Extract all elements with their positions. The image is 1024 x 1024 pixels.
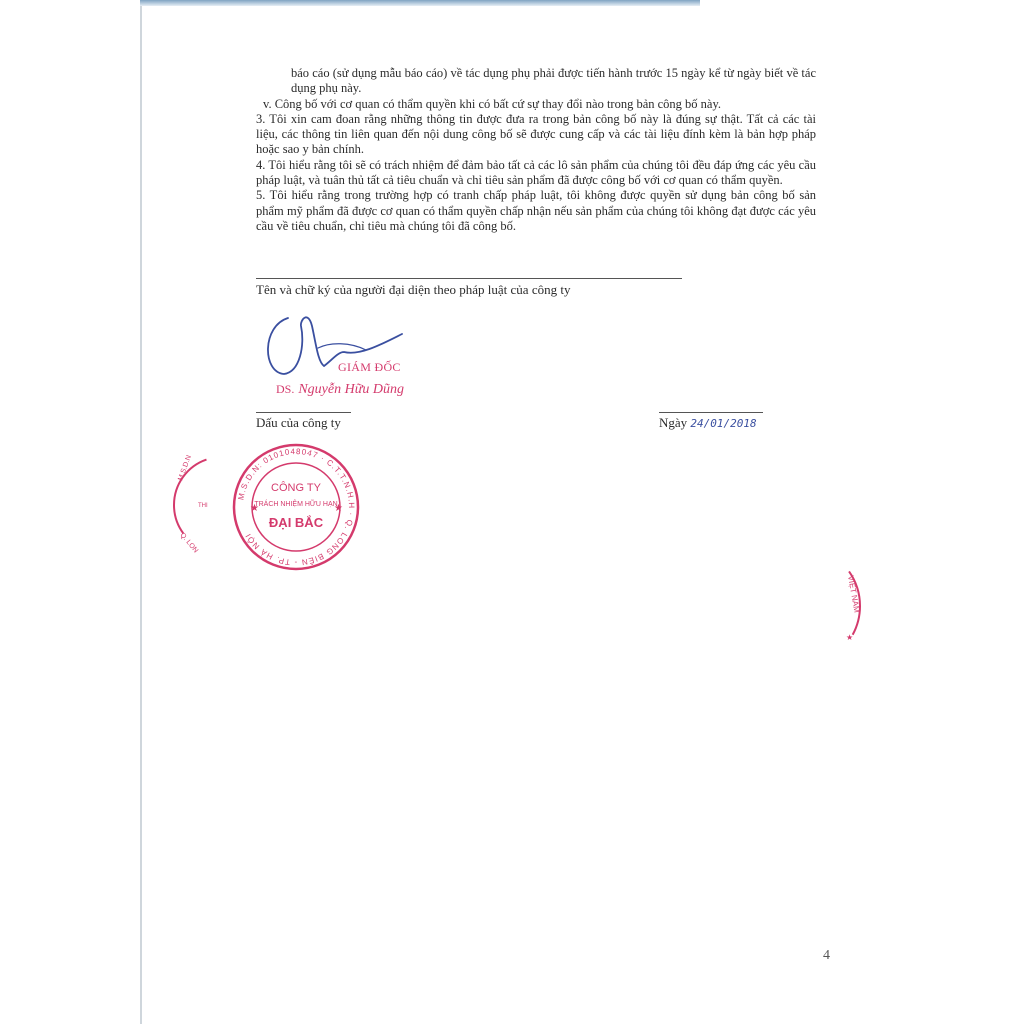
partial-seal-star-icon: ★ bbox=[846, 633, 854, 642]
paragraph-item-4: 4. Tôi hiểu rằng tôi sẽ có trách nhiệm để đảm bảo tất cả các lô sản phẩm của chúng tôi đều đáp ứng các yêu cầu pháp luật, và tuân thủ tất cả tiêu chuẩn và chỉ tiêu sản phẩm đã được công bố với cơ quan có thẩm quyền. bbox=[256, 157, 816, 188]
paragraph-item-5: 5. Tôi hiểu rằng trong trường hợp có tranh chấp pháp luật, tôi không được quyền sử dụng bản công bố sản phẩm mỹ phẩm đã được cơ quan có thẩm quyền chấp nhận nếu sản phẩm của chúng tôi không đạt được các yêu cầu về tiêu chuẩn, chỉ tiêu mà chúng tôi đã công bố. bbox=[256, 188, 816, 233]
seal-ring-text: M.S.D.N: 0101048047 · C.T.T.N.H.H · Q. LONG BIÊN - TP. HÀ NỘI bbox=[236, 446, 357, 568]
partial-seal-right bbox=[740, 546, 861, 666]
signer-name: Nguyễn Hữu Dũng bbox=[298, 382, 404, 397]
seal-line bbox=[256, 412, 351, 413]
date-field bbox=[659, 415, 757, 431]
seal-line-company: CÔNG TY bbox=[271, 482, 321, 494]
paragraph-item-v: v. Công bố với cơ quan có thẩm quyền khi có bất cứ sự thay đổi nào trong bản công bố này. bbox=[263, 96, 722, 111]
partial-seal-right-ring: VIỆT NAM bbox=[846, 574, 862, 614]
date-line bbox=[659, 412, 763, 413]
seal-star-icon: ★ bbox=[250, 503, 259, 514]
date-label: Ngày bbox=[659, 415, 688, 430]
signer-name-block bbox=[276, 382, 404, 398]
page-number: 4 bbox=[823, 948, 830, 963]
seal-line-type: TRÁCH NHIỆM HỮU HẠN bbox=[254, 501, 338, 508]
paragraph-side-effect-report: báo cáo (sử dụng mẫu báo cáo) về tác dụng phụ phải được tiến hành trước 15 ngày kể từ ngày biết về tác dụng phụ này. bbox=[291, 66, 816, 96]
partial-seal-left-bottom: Q. LON bbox=[178, 531, 200, 555]
partial-seal-left-ring: M.S.D.N bbox=[177, 454, 193, 482]
seal-line-name: ĐẠI BẮC bbox=[268, 515, 324, 530]
signer-prefix: DS. bbox=[276, 382, 295, 396]
paragraph-item-3: 3. Tôi xin cam đoan rằng những thông tin được đưa ra trong bản công bố này là đúng sự thật. Tất cả các tài liệu, các thông tin liên quan đến nội dung công bố sẽ được cung cấp và các tài liệu đính kèm là bản hợp pháp hoặc sao y bản chính. bbox=[256, 111, 816, 157]
seal-star-icon: ★ bbox=[334, 503, 343, 514]
date-value: 24/01/2018 bbox=[690, 417, 757, 430]
company-seal bbox=[234, 445, 358, 569]
signature-caption: Tên và chữ ký của người đại diện theo pháp luật của công ty bbox=[256, 282, 571, 297]
partial-seal-left-letters: THI bbox=[198, 503, 208, 509]
seal-caption: Dấu của công ty bbox=[256, 415, 341, 430]
handwritten-signature-stroke bbox=[318, 344, 366, 350]
signer-title: GIÁM ĐỐC bbox=[338, 360, 401, 374]
